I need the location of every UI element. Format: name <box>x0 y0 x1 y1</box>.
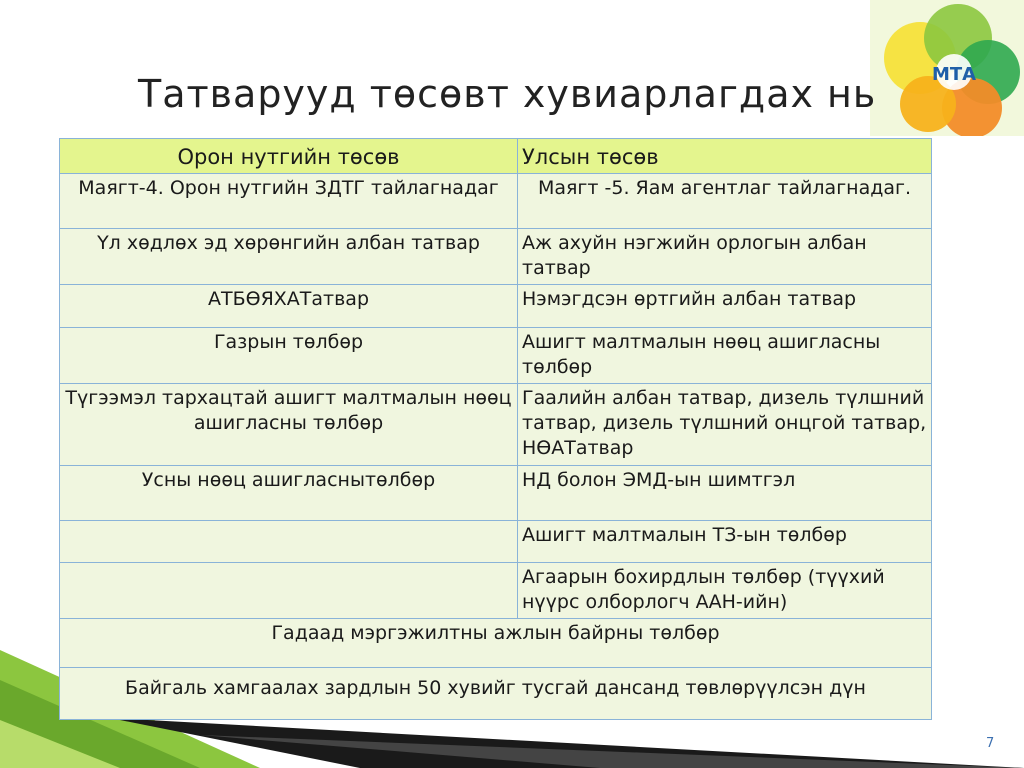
table-row-full <box>60 668 932 720</box>
table-header-row <box>60 139 932 174</box>
mta-logo <box>870 0 1024 136</box>
table-row <box>60 384 932 466</box>
header-local-budget: Орон нутгийн төсөв <box>60 139 518 174</box>
table-row <box>60 285 932 328</box>
table-row <box>60 521 932 563</box>
table-cell: Ашигт малтмалын нөөц ашигласны төлбөр <box>518 328 932 384</box>
table-cell: Усны нөөц ашигласнытөлбөр <box>60 466 518 521</box>
table-cell: НД болон ЭМД-ын шимтгэл <box>518 466 932 521</box>
table-cell: Нэмэгдсэн өртгийн албан татвар <box>518 285 932 328</box>
slide-title: Татварууд төсөвт хувиарлагдах нь <box>138 72 877 116</box>
table-cell: АТБӨЯХАТатвар <box>60 285 518 328</box>
table-row <box>60 563 932 619</box>
table-cell <box>60 521 518 563</box>
table-cell: Үл хөдлөх эд хөрөнгийн албан татвар <box>60 229 518 285</box>
table-row <box>60 229 932 285</box>
table-cell: Агаарын бохирдлын төлбөр (түүхий нүүрс олборлогч ААН-ийн) <box>518 563 932 619</box>
table-cell: Аж ахуйн нэгжийн орлогын албан татвар <box>518 229 932 285</box>
table-row-full <box>60 619 932 668</box>
page-number: 7 <box>986 736 995 751</box>
table-cell: Ашигт малтмалын ТЗ-ын төлбөр <box>518 521 932 563</box>
table-cell: Түгээмэл тархацтай ашигт малтмалын нөөц ашигласны төлбөр <box>60 384 518 466</box>
logo-panel <box>870 0 1024 136</box>
tax-table <box>59 138 932 720</box>
table-row <box>60 174 932 229</box>
table-row <box>60 328 932 384</box>
table-cell-full: Гадаад мэргэжилтны ажлын байрны төлбөр <box>60 619 932 668</box>
table-cell: Газрын төлбөр <box>60 328 518 384</box>
table-cell-full: Байгаль хамгаалах зардлын 50 хувийг тусгай дансанд төвлөрүүлсэн дүн <box>60 668 932 720</box>
table-cell: Гаалийн албан татвар, дизель түлшний татвар, дизель түлшний онцгой татвар, НӨАТатвар <box>518 384 932 466</box>
table-cell <box>60 563 518 619</box>
header-state-budget: Улсын төсөв <box>518 139 932 174</box>
logo-text: МТА <box>931 64 977 85</box>
table-row <box>60 466 932 521</box>
table-cell: Маягт -5. Яам агентлаг тайлагнадаг. <box>518 174 932 229</box>
table-cell: Маягт-4. Орон нутгийн ЗДТГ тайлагнадаг <box>60 174 518 229</box>
